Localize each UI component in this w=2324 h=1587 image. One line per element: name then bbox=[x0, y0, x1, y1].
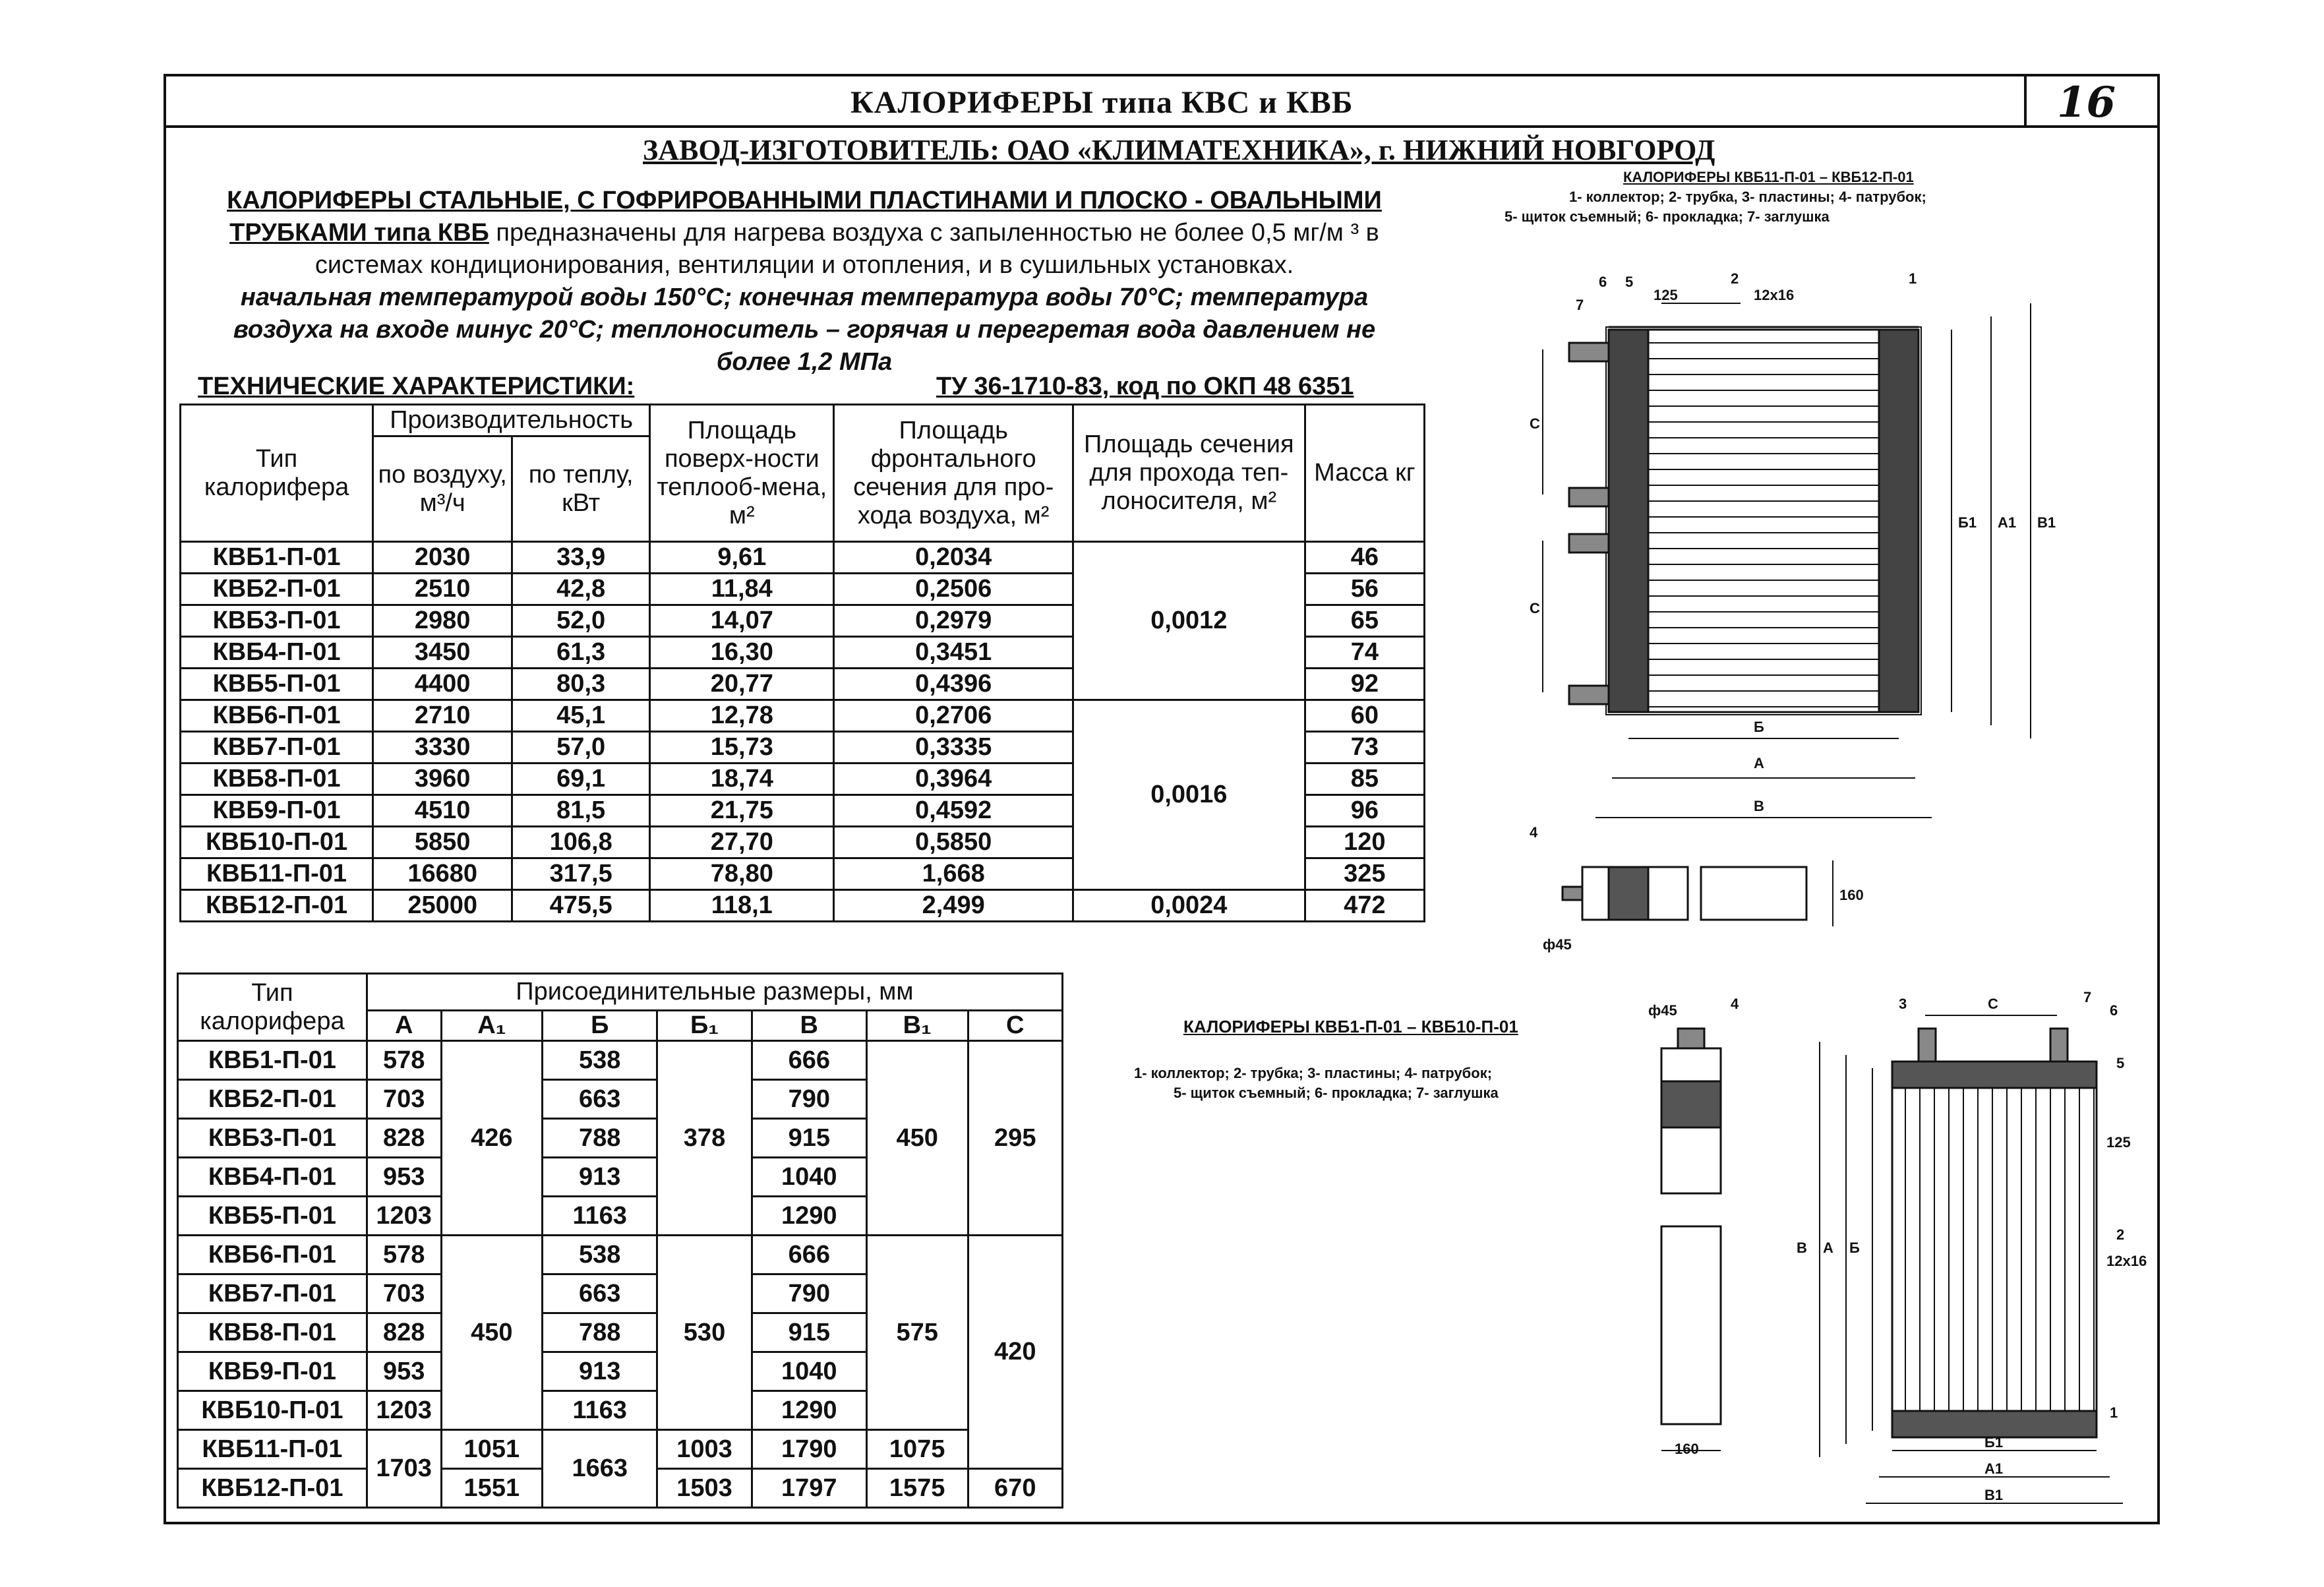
table-cell: 27,70 bbox=[650, 827, 834, 858]
bottom-label-6: 6 bbox=[2110, 1002, 2118, 1019]
type-cell: КВБ3-П-01 bbox=[181, 605, 373, 637]
table-cell: 2980 bbox=[373, 605, 512, 637]
mass-cell: 472 bbox=[1305, 890, 1424, 922]
mass-cell: 325 bbox=[1305, 858, 1424, 890]
bottom-label-4: 4 bbox=[1731, 996, 1739, 1012]
table-cell: 1703 bbox=[367, 1430, 441, 1508]
table-cell: 3960 bbox=[373, 764, 512, 795]
table-cell: 12,78 bbox=[650, 700, 834, 732]
table-cell: 530 bbox=[657, 1236, 752, 1430]
table-cell: 0,2979 bbox=[834, 605, 1073, 637]
table-cell: 913 bbox=[543, 1352, 657, 1391]
table-cell: 666 bbox=[752, 1236, 866, 1274]
description-line-1: КАЛОРИФЕРЫ СТАЛЬНЫЕ, С ГОФРИРОВАННЫМИ ПЛАСТИНАМИ И ПЛОСКО - ОВАЛЬНЫМИ bbox=[227, 187, 1382, 214]
section-area-group: 0,0016 bbox=[1073, 700, 1305, 890]
table-cell: 915 bbox=[752, 1119, 866, 1158]
description-line-4: начальная температурой воды 150°С; конечная температура воды 70°С; температура bbox=[240, 284, 1369, 311]
table-cell: 4510 bbox=[373, 795, 512, 827]
type-cell: КВБ6-П-01 bbox=[181, 700, 373, 732]
mass-cell: 60 bbox=[1305, 700, 1424, 732]
bottom-drawing-nozzle bbox=[1919, 1029, 1936, 1062]
table-cell: 1790 bbox=[752, 1430, 866, 1469]
bottom-drawing-collector-bottom bbox=[1892, 1411, 2097, 1437]
table-row bbox=[181, 890, 1425, 922]
bottom-drawing-legend-1: 1- коллектор; 2- трубка; 3- пластины; 4- патрубок; bbox=[1134, 1065, 1493, 1081]
tech-specs-table bbox=[179, 404, 1425, 922]
table-cell: 25000 bbox=[373, 890, 512, 922]
bottom-label-160: 160 bbox=[1675, 1441, 1699, 1457]
table-cell: 788 bbox=[543, 1119, 657, 1158]
bottom-label-125: 125 bbox=[2106, 1134, 2131, 1151]
table-cell: 78,80 bbox=[650, 858, 834, 890]
th-mass: Масса кг bbox=[1305, 405, 1424, 542]
table-cell: 1551 bbox=[441, 1469, 543, 1508]
table-cell: 20,77 bbox=[650, 669, 834, 700]
top-drawing-collector-right bbox=[1879, 330, 1919, 712]
table-cell: 80,3 bbox=[512, 669, 650, 700]
th2-col-v: В bbox=[752, 1011, 866, 1041]
table-cell: 663 bbox=[543, 1080, 657, 1119]
type-cell: КВБ10-П-01 bbox=[178, 1391, 367, 1430]
type-cell: КВБ4-П-01 bbox=[178, 1158, 367, 1197]
table-cell: 11,84 bbox=[650, 574, 834, 605]
type-cell: КВБ5-П-01 bbox=[178, 1197, 367, 1236]
type-cell: КВБ9-П-01 bbox=[181, 795, 373, 827]
table-cell: 16,30 bbox=[650, 637, 834, 669]
dimensions-body bbox=[178, 1041, 1063, 1508]
table-cell: 1163 bbox=[543, 1197, 657, 1236]
table-cell: 1051 bbox=[441, 1430, 543, 1469]
type-cell: КВБ6-П-01 bbox=[178, 1236, 367, 1274]
type-cell: КВБ1-П-01 bbox=[178, 1041, 367, 1080]
type-cell: КВБ10-П-01 bbox=[181, 827, 373, 858]
table-row bbox=[178, 1236, 1063, 1274]
bottom-drawing-title: КАЛОРИФЕРЫ КВБ1-П-01 – КВБ10-П-01 bbox=[1183, 1017, 1518, 1036]
th2-col-c: С bbox=[968, 1011, 1063, 1041]
bottom-drawing-legend-2: 5- щиток съемный; 6- прокладка; 7- заглушка bbox=[1174, 1085, 1499, 1101]
bottom-label-2: 2 bbox=[2116, 1226, 2125, 1243]
table-cell: 15,73 bbox=[650, 732, 834, 764]
table-cell: 61,3 bbox=[512, 637, 650, 669]
top-label-v: В bbox=[1754, 798, 1764, 814]
description-line-6: более 1,2 МПа bbox=[716, 348, 893, 376]
top-label-160: 160 bbox=[1839, 887, 1864, 903]
top-label-v1: В1 bbox=[2037, 514, 2056, 531]
bottom-label-v1: В1 bbox=[1984, 1487, 2004, 1503]
table-cell: 2030 bbox=[373, 542, 512, 574]
top-label-125: 125 bbox=[1654, 287, 1678, 303]
top-label-a: А bbox=[1754, 755, 1764, 771]
th2-type: Тип калорифера bbox=[178, 974, 367, 1041]
bottom-label-3: 3 bbox=[1899, 996, 1907, 1012]
table-cell: 790 bbox=[752, 1274, 866, 1313]
tech-heading: ТЕХНИЧЕСКИЕ ХАРАКТЕРИСТИКИ: bbox=[198, 373, 635, 400]
table-row bbox=[178, 1041, 1063, 1080]
table-row bbox=[181, 700, 1425, 732]
manufacturer-line: ЗАВОД-ИЗГОТОВИТЕЛЬ: ОАО «КЛИМАТЕХНИКА», г. НИЖНИЙ НОВГОРОД bbox=[643, 134, 1715, 166]
bottom-label-v: В bbox=[1797, 1240, 1807, 1256]
table-cell: 0,2034 bbox=[834, 542, 1073, 574]
bottom-label-a1: А1 bbox=[1984, 1460, 2004, 1477]
table-cell: 0,2506 bbox=[834, 574, 1073, 605]
table-cell: 1163 bbox=[543, 1391, 657, 1430]
page-number: 16 bbox=[2057, 78, 2116, 127]
table-cell: 1003 bbox=[657, 1430, 752, 1469]
table-cell: 1290 bbox=[752, 1197, 866, 1236]
description-line-2: ТРУБКАМИ типа КВБ предназначены для нагрева воздуха с запыленностью не более 0,5 мг/м ³ в bbox=[229, 219, 1379, 247]
table-cell: 953 bbox=[367, 1158, 441, 1197]
type-cell: КВБ2-П-01 bbox=[178, 1080, 367, 1119]
table-row bbox=[181, 542, 1425, 574]
table-cell: 14,07 bbox=[650, 605, 834, 637]
table-cell: 828 bbox=[367, 1119, 441, 1158]
mass-cell: 96 bbox=[1305, 795, 1424, 827]
table-cell: 538 bbox=[543, 1236, 657, 1274]
top-label-5: 5 bbox=[1625, 274, 1634, 290]
bottom-label-7: 7 bbox=[2083, 989, 2092, 1005]
type-cell: КВБ12-П-01 bbox=[178, 1469, 367, 1508]
bottom-label-b: Б bbox=[1849, 1240, 1860, 1256]
table-cell: 420 bbox=[968, 1236, 1063, 1469]
table-cell: 5850 bbox=[373, 827, 512, 858]
table-cell: 578 bbox=[367, 1236, 441, 1274]
table-cell: 57,0 bbox=[512, 732, 650, 764]
table-cell: 953 bbox=[367, 1352, 441, 1391]
top-drawing bbox=[1477, 264, 2136, 976]
top-drawing-title: КАЛОРИФЕРЫ КВБ11-П-01 – КВБ12-П-01 bbox=[1623, 169, 1914, 185]
mass-cell: 120 bbox=[1305, 827, 1424, 858]
table-cell: 42,8 bbox=[512, 574, 650, 605]
top-label-6: 6 bbox=[1599, 274, 1607, 290]
th2-col-v1: В₁ bbox=[866, 1011, 968, 1041]
product-description bbox=[178, 185, 1431, 378]
table-cell: 450 bbox=[441, 1236, 543, 1430]
table-cell: 788 bbox=[543, 1313, 657, 1352]
section-area-group: 0,0024 bbox=[1073, 890, 1305, 922]
table-cell: 1075 bbox=[866, 1430, 968, 1469]
th-heat: по теплу, кВт bbox=[512, 436, 650, 542]
th-surface: Площадь поверх-ности теплооб-мена, м² bbox=[650, 405, 834, 542]
top-label-b1: Б1 bbox=[1958, 514, 1977, 531]
bottom-label-1: 1 bbox=[2110, 1404, 2118, 1421]
bottom-label-c: С bbox=[1988, 996, 1998, 1012]
mass-cell: 56 bbox=[1305, 574, 1424, 605]
table-cell: 18,74 bbox=[650, 764, 834, 795]
th-type: Тип калорифера bbox=[181, 405, 373, 542]
table-cell: 670 bbox=[968, 1469, 1063, 1508]
top-label-2: 2 bbox=[1731, 270, 1739, 287]
table-cell: 575 bbox=[866, 1236, 968, 1430]
table-cell: 1503 bbox=[657, 1469, 752, 1508]
mass-cell: 46 bbox=[1305, 542, 1424, 574]
th2-col-b: Б bbox=[543, 1011, 657, 1041]
mass-cell: 73 bbox=[1305, 732, 1424, 764]
type-cell: КВБ11-П-01 bbox=[178, 1430, 367, 1469]
th-section-area: Площадь сечения для прохода теп-лоносителя, м² bbox=[1073, 405, 1305, 542]
table-cell: 1663 bbox=[543, 1430, 657, 1508]
table-cell: 69,1 bbox=[512, 764, 650, 795]
type-cell: КВБ8-П-01 bbox=[178, 1313, 367, 1352]
top-label-b: Б bbox=[1754, 719, 1764, 735]
th2-col-a: А bbox=[367, 1011, 441, 1041]
table-cell: 2510 bbox=[373, 574, 512, 605]
table-cell: 81,5 bbox=[512, 795, 650, 827]
table-cell: 295 bbox=[968, 1041, 1063, 1236]
th2-dims: Присоединительные размеры, мм bbox=[367, 974, 1062, 1011]
type-cell: КВБ4-П-01 bbox=[181, 637, 373, 669]
th-front-area: Площадь фронтального сечения для про-хода воздуха, м² bbox=[834, 405, 1073, 542]
mass-cell: 74 bbox=[1305, 637, 1424, 669]
table-cell: 3450 bbox=[373, 637, 512, 669]
table-cell: 1797 bbox=[752, 1469, 866, 1508]
table-cell: 0,4592 bbox=[834, 795, 1073, 827]
tech-specs-body bbox=[181, 542, 1425, 922]
description-line-3: системах кондиционирования, вентиляции и отопления, и в сушильных установках. bbox=[314, 251, 1294, 279]
type-cell: КВБ5-П-01 bbox=[181, 669, 373, 700]
bottom-drawing-collector-top bbox=[1892, 1062, 2097, 1088]
table-cell: 578 bbox=[367, 1041, 441, 1080]
th2-col-b1: Б₁ bbox=[657, 1011, 752, 1041]
top-drawing-nozzle bbox=[1569, 343, 1609, 361]
table-cell: 16680 bbox=[373, 858, 512, 890]
table-cell: 3330 bbox=[373, 732, 512, 764]
th-air: по воздуху, м³/ч bbox=[373, 436, 512, 542]
bottom-label-5: 5 bbox=[2116, 1055, 2125, 1071]
description-line-5: воздуха на входе минус 20°С; теплоноситель – горячая и перегретая вода давлением не bbox=[233, 316, 1376, 344]
top-label-12x16: 12x16 bbox=[1754, 287, 1795, 303]
table-cell: 0,3451 bbox=[834, 637, 1073, 669]
table-cell: 1203 bbox=[367, 1391, 441, 1430]
table-cell: 0,3964 bbox=[834, 764, 1073, 795]
bottom-label-a: А bbox=[1823, 1240, 1833, 1256]
header-divider bbox=[164, 125, 2160, 128]
type-cell: КВБ7-П-01 bbox=[178, 1274, 367, 1313]
table-cell: 2710 bbox=[373, 700, 512, 732]
table-cell: 426 bbox=[441, 1041, 543, 1236]
dimensions-table bbox=[177, 973, 1063, 1509]
table-cell: 913 bbox=[543, 1158, 657, 1197]
type-cell: КВБ11-П-01 bbox=[181, 858, 373, 890]
table-cell: 52,0 bbox=[512, 605, 650, 637]
table-cell: 118,1 bbox=[650, 890, 834, 922]
top-drawing-legend-2: 5- щиток съемный; 6- прокладка; 7- заглушка bbox=[1505, 208, 1830, 225]
table-cell: 0,5850 bbox=[834, 827, 1073, 858]
table-cell: 45,1 bbox=[512, 700, 650, 732]
table-cell: 0,4396 bbox=[834, 669, 1073, 700]
mass-cell: 65 bbox=[1305, 605, 1424, 637]
table-cell: 9,61 bbox=[650, 542, 834, 574]
top-label-c2: С bbox=[1530, 600, 1540, 616]
table-cell: 1575 bbox=[866, 1469, 968, 1508]
type-cell: КВБ8-П-01 bbox=[181, 764, 373, 795]
top-label-4: 4 bbox=[1530, 824, 1538, 841]
type-cell: КВБ3-П-01 bbox=[178, 1119, 367, 1158]
table-cell: 666 bbox=[752, 1041, 866, 1080]
table-cell: 703 bbox=[367, 1274, 441, 1313]
table-cell: 0,3335 bbox=[834, 732, 1073, 764]
table-cell: 663 bbox=[543, 1274, 657, 1313]
tech-standard: ТУ 36-1710-83, код по ОКП 48 6351 bbox=[936, 373, 1354, 400]
table-cell: 790 bbox=[752, 1080, 866, 1119]
top-drawing-collector-left bbox=[1609, 330, 1648, 712]
top-label-phi45: ф45 bbox=[1543, 936, 1572, 953]
bottom-label-phi45: ф45 bbox=[1648, 1002, 1677, 1019]
bottom-label-b1: Б1 bbox=[1984, 1434, 2004, 1451]
mass-cell: 92 bbox=[1305, 669, 1424, 700]
type-cell: КВБ2-П-01 bbox=[181, 574, 373, 605]
top-label-c1: С bbox=[1530, 415, 1540, 432]
type-cell: КВБ9-П-01 bbox=[178, 1352, 367, 1391]
type-cell: КВБ12-П-01 bbox=[181, 890, 373, 922]
table-cell: 317,5 bbox=[512, 858, 650, 890]
table-cell: 915 bbox=[752, 1313, 866, 1352]
table-cell: 450 bbox=[866, 1041, 968, 1236]
bottom-drawing-body bbox=[1892, 1062, 2097, 1437]
top-label-7: 7 bbox=[1576, 297, 1584, 313]
table-cell: 1040 bbox=[752, 1158, 866, 1197]
top-drawing-legend-1: 1- коллектор; 2- трубка, 3- пластины; 4- патрубок; bbox=[1569, 189, 1926, 205]
table-cell: 538 bbox=[543, 1041, 657, 1080]
mass-cell: 85 bbox=[1305, 764, 1424, 795]
section-area-group: 0,0012 bbox=[1073, 542, 1305, 700]
table-cell: 21,75 bbox=[650, 795, 834, 827]
th-performance: Производительность bbox=[373, 405, 650, 436]
type-cell: КВБ1-П-01 bbox=[181, 542, 373, 574]
table-cell: 703 bbox=[367, 1080, 441, 1119]
table-cell: 106,8 bbox=[512, 827, 650, 858]
top-label-1: 1 bbox=[1909, 270, 1917, 287]
table-row bbox=[178, 1430, 1063, 1469]
table-cell: 1040 bbox=[752, 1352, 866, 1391]
table-cell: 1290 bbox=[752, 1391, 866, 1430]
table-cell: 1203 bbox=[367, 1197, 441, 1236]
top-label-a1: А1 bbox=[1998, 514, 2017, 531]
table-cell: 33,9 bbox=[512, 542, 650, 574]
table-cell: 828 bbox=[367, 1313, 441, 1352]
bottom-label-12x16: 12x16 bbox=[2106, 1253, 2147, 1269]
table-cell: 475,5 bbox=[512, 890, 650, 922]
table-cell: 1,668 bbox=[834, 858, 1073, 890]
page-title: КАЛОРИФЕРЫ типа КВС и КВБ bbox=[850, 85, 1354, 120]
table-cell: 2,499 bbox=[834, 890, 1073, 922]
th2-col-a1: А₁ bbox=[441, 1011, 543, 1041]
top-drawing-body bbox=[1609, 330, 1919, 712]
table-cell: 4400 bbox=[373, 669, 512, 700]
bottom-drawing bbox=[1609, 989, 2147, 1510]
table-cell: 378 bbox=[657, 1041, 752, 1236]
table-cell: 0,2706 bbox=[834, 700, 1073, 732]
type-cell: КВБ7-П-01 bbox=[181, 732, 373, 764]
